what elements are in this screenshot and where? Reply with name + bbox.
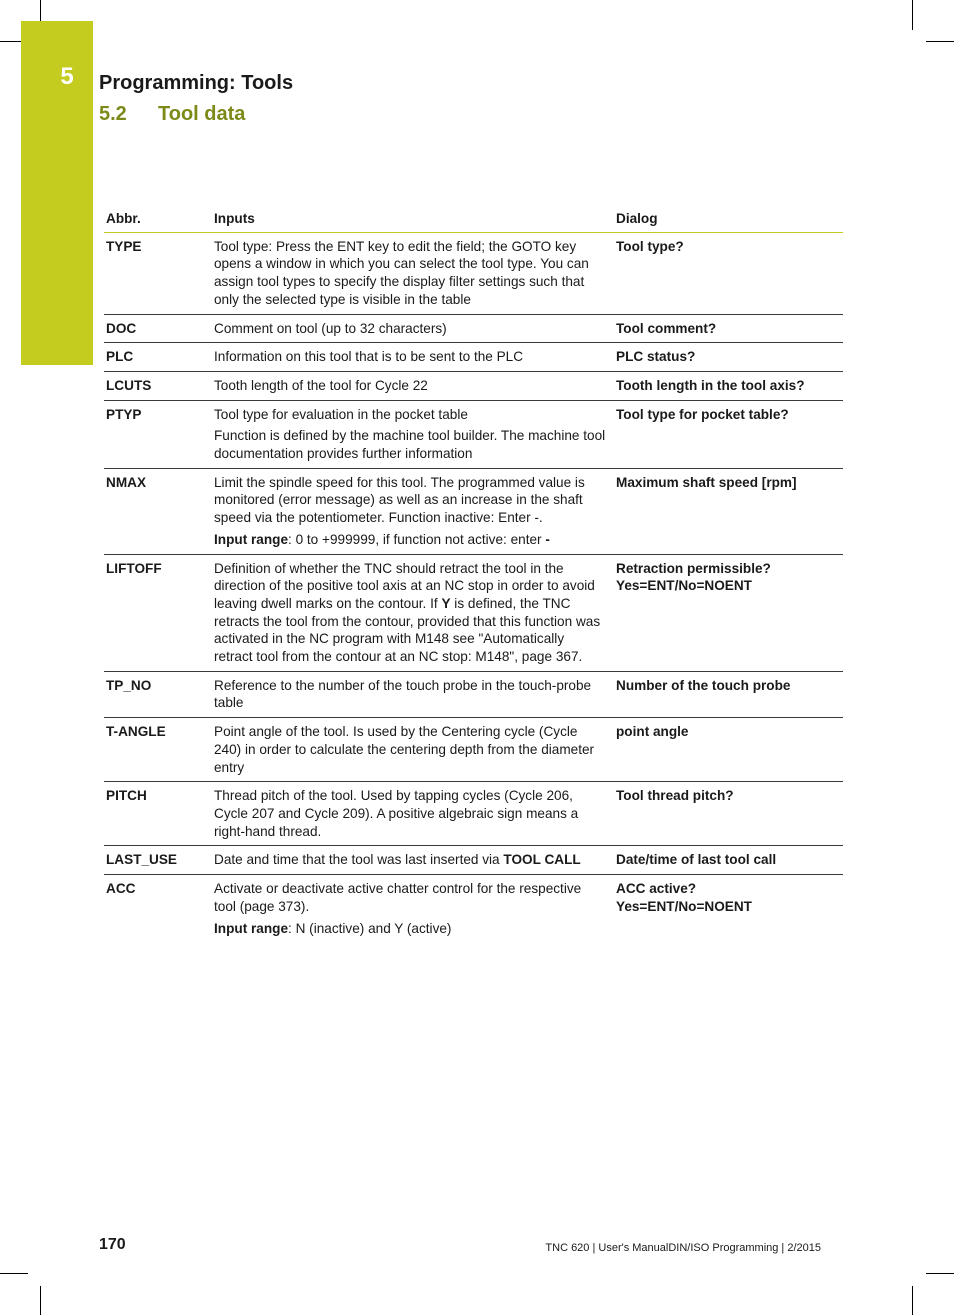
input-range [214,531,606,549]
crop-mark [926,41,954,42]
table-row [104,343,843,372]
table-row [104,371,843,400]
tool-data-table [104,207,843,942]
inputs-cell [212,782,614,846]
dialog-line: point angle [616,724,689,740]
inputs-cell [212,671,614,717]
abbr-cell: LCUTS [104,371,212,400]
inputs-paragraph: Point angle of the tool. Is used by the Centering cycle (Cycle 240) in order to calculate the centering depth from the diameter entry [214,724,595,775]
inputs-paragraph: Thread pitch of the tool. Used by tapping cycles (Cycle 206, Cycle 207 and Cycle 209). A positive algebraic sign means a right-hand thread. [214,788,579,839]
section-title: Tool data [158,103,246,125]
inputs-paragraph: Comment on tool (up to 32 characters) [214,320,447,336]
inputs-text: Date and time that the tool was last inserted via [214,852,504,868]
header-inputs: Inputs [212,207,614,232]
table-row [104,554,843,671]
inputs-cell [212,400,614,468]
inputs-cell [212,718,614,782]
inputs-paragraph: Tool type for evaluation in the pocket table [214,406,468,422]
page-number: 170 [99,1236,126,1253]
crop-mark [40,0,41,21]
crop-mark [926,1273,954,1274]
table-row [104,846,843,875]
abbr-cell: NMAX [104,468,212,554]
abbr-cell: PITCH [104,782,212,846]
table-row [104,782,843,846]
inputs-paragraph: Information on this tool that is to be sent to the PLC [214,349,524,365]
dialog-cell [614,782,843,846]
abbr-cell: DOC [104,314,212,343]
inputs-paragraph: Tool type: Press the ENT key to edit the field; the GOTO key opens a window in which you can select the tool type. You can assign tool types to specify the display filter settings such that only the selected type is visible in the table [214,238,589,307]
input-range-text: : N (inactive) and Y (active) [288,920,452,936]
chapter-number: 5 [60,63,74,90]
dialog-cell [614,371,843,400]
chapter-tab [21,21,93,365]
table-row [104,468,843,554]
dialog-line: Retraction permissible? [616,560,771,576]
dialog-cell [614,875,843,943]
inputs-text: Definition of whether the TNC should retract the tool in the direction of the positive tool axis at an NC stop in order to avoid leaving dwell marks on the contour. If [214,560,595,611]
input-range-label: Input range [214,531,289,547]
inputs-paragraph [214,560,606,666]
crop-mark [0,41,21,42]
table-row [104,314,843,343]
table-body [104,232,843,942]
inputs-emphasis: Y [441,595,451,611]
abbr-cell: PLC [104,343,212,372]
dialog-line: ACC active? [616,881,697,897]
dialog-cell [614,343,843,372]
inputs-cell [212,468,614,554]
dialog-line: Number of the touch probe [616,677,791,693]
table-row [104,718,843,782]
dialog-cell [614,468,843,554]
inputs-paragraph: Limit the spindle speed for this tool. The programmed value is monitored (error message) as well as an increase in the shaft speed via the potentiometer. Function inactive: Enter -. [214,474,585,526]
footer-text: TNC 620 | User's ManualDIN/ISO Programming | 2/2015 [545,1242,821,1254]
inputs-paragraph [214,851,606,869]
dialog-line: Tool type? [616,238,684,254]
crop-mark [0,1273,28,1274]
dialog-cell [614,718,843,782]
inputs-cell [212,314,614,343]
inputs-cell [212,554,614,671]
dialog-cell [614,671,843,717]
dialog-cell [614,846,843,875]
dialog-line: Yes=ENT/No=NOENT [616,578,752,594]
dialog-line: Tool thread pitch? [616,788,734,804]
dialog-line: Tool comment? [616,320,717,336]
dialog-line: Tool type for pocket table? [616,406,789,422]
dialog-cell [614,400,843,468]
inputs-cell [212,371,614,400]
abbr-cell: TYPE [104,232,212,314]
inputs-cell [212,875,614,943]
table-row [104,232,843,314]
inputs-emphasis: TOOL CALL [503,852,581,868]
dialog-cell [614,554,843,671]
abbr-cell: TP_NO [104,671,212,717]
abbr-cell: LAST_USE [104,846,212,875]
table-row [104,400,843,468]
crop-mark [912,0,913,30]
inputs-cell [212,343,614,372]
inputs-cell [212,846,614,875]
dialog-line: Tooth length in the tool axis? [616,377,805,393]
dialog-line: PLC status? [616,349,696,365]
abbr-cell: ACC [106,881,136,897]
chapter-title: Programming: Tools [99,72,294,94]
abbr-cell: LIFTOFF [104,554,212,671]
section-number: 5.2 [99,103,127,125]
abbr-cell: PTYP [104,400,212,468]
dialog-cell [614,314,843,343]
header-dialog: Dialog [614,207,843,232]
inputs-cell [212,232,614,314]
inputs-text: is defined, the TNC retracts the tool from the contour, provided that this function was activated in the NC program with M148 see "Automatically retract tool from the contour at an NC stop: M148", page 367. [214,595,601,665]
input-range [214,920,606,938]
section-heading [99,103,245,126]
dialog-cell [614,232,843,314]
dialog-line: Yes=ENT/No=NOENT [616,898,752,914]
inputs-paragraph: Activate or deactivate active chatter control for the respective tool (page 373). [214,881,582,914]
input-range-label: Input range [214,920,289,936]
dialog-line: Date/time of last tool call [616,852,777,868]
inputs-paragraph: Tooth length of the tool for Cycle 22 [214,377,428,393]
header-abbr: Abbr. [104,207,212,232]
table-row [104,671,843,717]
table-header-row [104,207,843,232]
table-row [104,875,843,943]
dialog-line: Maximum shaft speed [rpm] [616,474,797,490]
inputs-paragraph: Function is defined by the machine tool builder. The machine tool documentation provides further information [214,428,606,462]
crop-mark [40,1286,41,1315]
abbr-cell: T-ANGLE [104,718,212,782]
inputs-paragraph: Reference to the number of the touch probe in the touch-probe table [214,677,592,711]
input-range-text: : 0 to +999999, if function not active: enter [288,531,546,547]
crop-mark [912,1286,913,1315]
input-range-suffix: - [545,531,550,547]
